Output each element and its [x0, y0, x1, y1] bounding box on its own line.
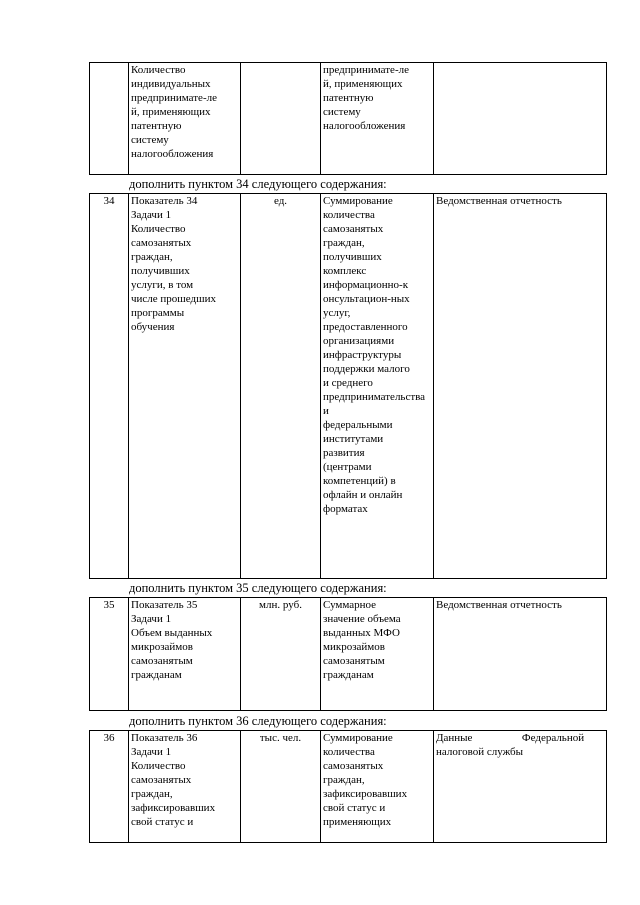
table-row-35 [90, 598, 607, 711]
calculation-method: предпринимате-ле й, применяющих патентную систему налогообложения [323, 64, 409, 132]
indicator-name-cell [129, 731, 241, 843]
source-cell [434, 63, 607, 175]
indicator-table-part-36 [89, 730, 607, 843]
row-number: 35 [90, 598, 129, 711]
indicator-name: Количество индивидуальных предпринимате-ле й, применяющих патентную систему налогообложения [131, 64, 217, 160]
unit-cell: тыс. чел. [241, 731, 321, 843]
indicator-table-part-34 [89, 193, 607, 579]
unit-cell [241, 63, 321, 175]
source-cell: Ведомственная отчетность [434, 194, 607, 579]
method-cell [321, 63, 434, 175]
amendment-note-35: дополнить пунктом 35 следующего содержания: [129, 581, 387, 595]
indicator-name-cell [129, 598, 241, 711]
unit-cell: млн. руб. [241, 598, 321, 711]
table-row-33 [90, 63, 607, 175]
calculation-method: Суммарное значение объема выданных МФО микрозаймов самозанятым гражданам [323, 599, 401, 681]
source-line-2: налоговой службы [436, 746, 524, 758]
indicator-name: Показатель 34 Задачи 1 Количество самозанятых граждан, получивших услуги, в том числе прошедших программы обучения [131, 195, 216, 333]
table-row-36 [90, 731, 607, 843]
source-line-1: Данные Федеральной [436, 732, 585, 744]
method-cell [321, 598, 434, 711]
indicator-table-part-33 [89, 62, 607, 175]
row-number: 36 [90, 731, 129, 843]
unit-cell: ед. [241, 194, 321, 579]
row-number: 34 [90, 194, 129, 579]
amendment-note-34: дополнить пунктом 34 следующего содержания: [129, 177, 387, 191]
method-cell [321, 731, 434, 843]
indicator-table-part-35 [89, 597, 607, 711]
source-cell [434, 731, 607, 843]
indicator-name: Показатель 36 Задачи 1 Количество самозанятых граждан, зафиксировавших свой статус и [131, 732, 216, 828]
calculation-method: Суммирование количества самозанятых граждан, зафиксировавших свой статус и применяющих [323, 732, 408, 828]
source-cell: Ведомственная отчетность [434, 598, 607, 711]
amendment-note-36: дополнить пунктом 36 следующего содержания: [129, 714, 387, 728]
calculation-method: Суммирование количества самозанятых граждан, получивших комплекс информационно-к онсультацион-ных услуг, предоставленного организациями инфраструктуры поддержки малого и среднего предпринимательства и федеральными институтами развития (центрами компетенций) в офлайн и онлайн форматах [323, 195, 426, 515]
indicator-name-cell [129, 63, 241, 175]
method-cell [321, 194, 434, 579]
table-row-34 [90, 194, 607, 579]
indicator-name-cell [129, 194, 241, 579]
indicator-name: Показатель 35 Задачи 1 Объем выданных микрозаймов самозанятым гражданам [131, 599, 213, 681]
row-number [90, 63, 129, 175]
